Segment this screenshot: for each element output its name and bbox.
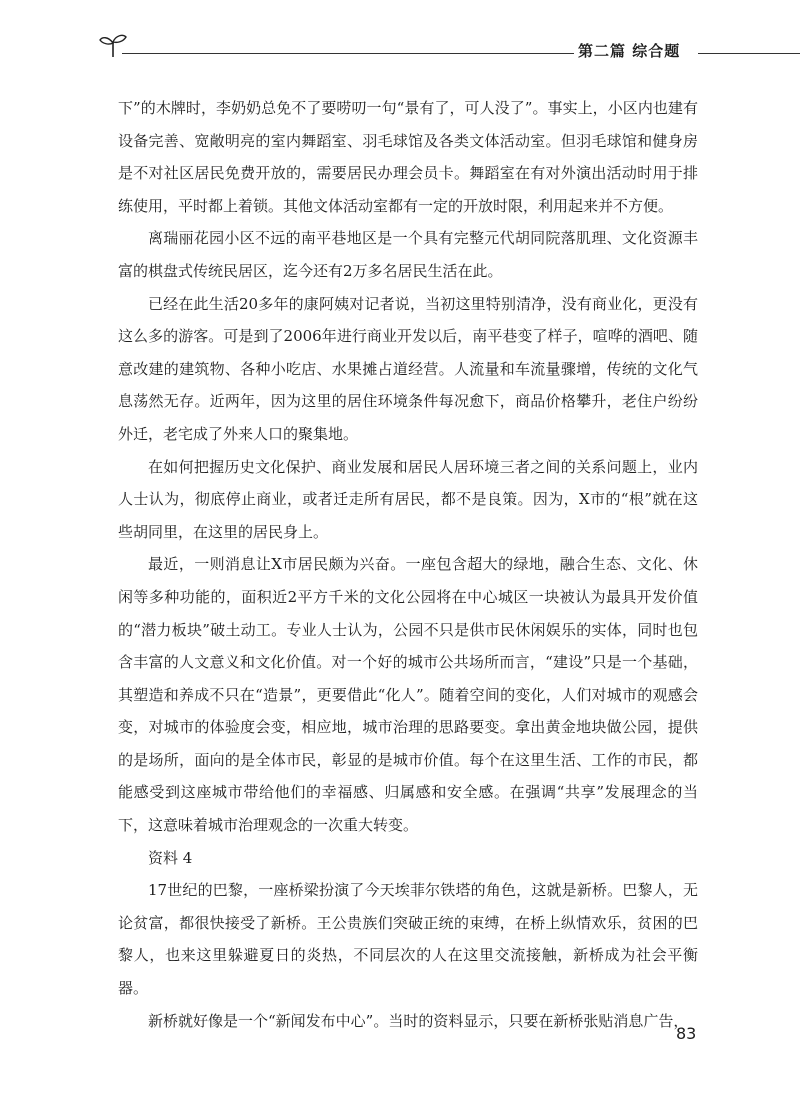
sprout-icon (98, 32, 128, 58)
page-body (118, 92, 698, 1037)
paragraph-3: 已经在此生活20多年的康阿姨对记者说，当初这里特别清净，没有商业化，更没有这么多的游客。可是到了2006年进行商业开发以后，南平巷变了样子，喧哗的酒吧、随意改建的建筑物、各种小吃店、水果摊占道经营。人流量和车流量骤增，传统的文化气息荡然无存。近两年，因为这里的居住环境条件每况愈下，商品价格攀升，老住户纷纷外迁，老宅成了外来人口的聚集地。 (118, 294, 698, 443)
section-label: 资料 4 (148, 848, 193, 867)
paragraph-2: 离瑞丽花园小区不远的南平巷地区是一个具有完整元代胡同院落肌理、文化资源丰富的棋盘式传统民居区，迄今还有2万多名居民生活在此。 (118, 229, 698, 280)
page-header (98, 30, 800, 60)
paragraph-4: 在如何把握历史文化保护、商业发展和居民人居环境三者之间的关系问题上，业内人士认为，彻底停止商业，或者迁走所有居民，都不是良策。因为，X市的“根”就在这些胡同里，在这里的居民身上。 (118, 457, 698, 541)
section-title: 第二篇 综合题 (578, 42, 681, 60)
header-rule-left (122, 53, 574, 54)
paragraph-7: 新桥就好像是一个“新闻发布中心”。当时的资料显示，只要在新桥张贴消息广告， (148, 1011, 689, 1030)
page-number: 83 (676, 1024, 697, 1043)
paragraph-1: 下”的木牌时，李奶奶总免不了要唠叨一句“景有了，可人没了”。事实上，小区内也建有设备完善、宽敞明亮的室内舞蹈室、羽毛球馆及各类文体活动室。但羽毛球馆和健身房是不对社区居民免费开放的，需要居民办理会员卡。舞蹈室在有对外演出活动时用于排练使用，平时都上着锁。其他文体活动室都有一定的开放时限，利用起来并不方便。 (118, 99, 698, 215)
paragraph-5: 最近，一则消息让X市居民颇为兴奋。一座包含超大的绿地，融合生态、文化、休闲等多种功能的，面积近2平方千米的文化公园将在中心城区一块被认为最具开发价值的“潜力板块”破土动工。专业人士认为，公园不只是供市民休闲娱乐的实体，同时也包含丰富的人文意义和文化价值。对一个好的城市公共场所而言，“建设”只是一个基础，其塑造和养成不只在“造景”，更要借此“化人”。随着空间的变化，人们对城市的观感会变，对城市的体验度会变，相应地，城市治理的思路要变。拿出黄金地块做公园，提供的是场所，面向的是全体市民，彰显的是城市价值。每个在这里生活、工作的市民，都能感受到这座城市带给他们的幸福感、归属感和安全感。在强调“共享”发展理念的当下，这意味着城市治理观念的一次重大转变。 (118, 555, 698, 835)
header-rule-right (698, 53, 800, 54)
paragraph-6: 17世纪的巴黎，一座桥梁扮演了今天埃菲尔铁塔的角色，这就是新桥。巴黎人，无论贫富，都很快接受了新桥。王公贵族们突破正统的束缚，在桥上纵情欢乐，贫困的巴黎人，也来这里躲避夏日的炎热，不同层次的人在这里交流接触，新桥成为社会平衡器。 (118, 881, 698, 998)
